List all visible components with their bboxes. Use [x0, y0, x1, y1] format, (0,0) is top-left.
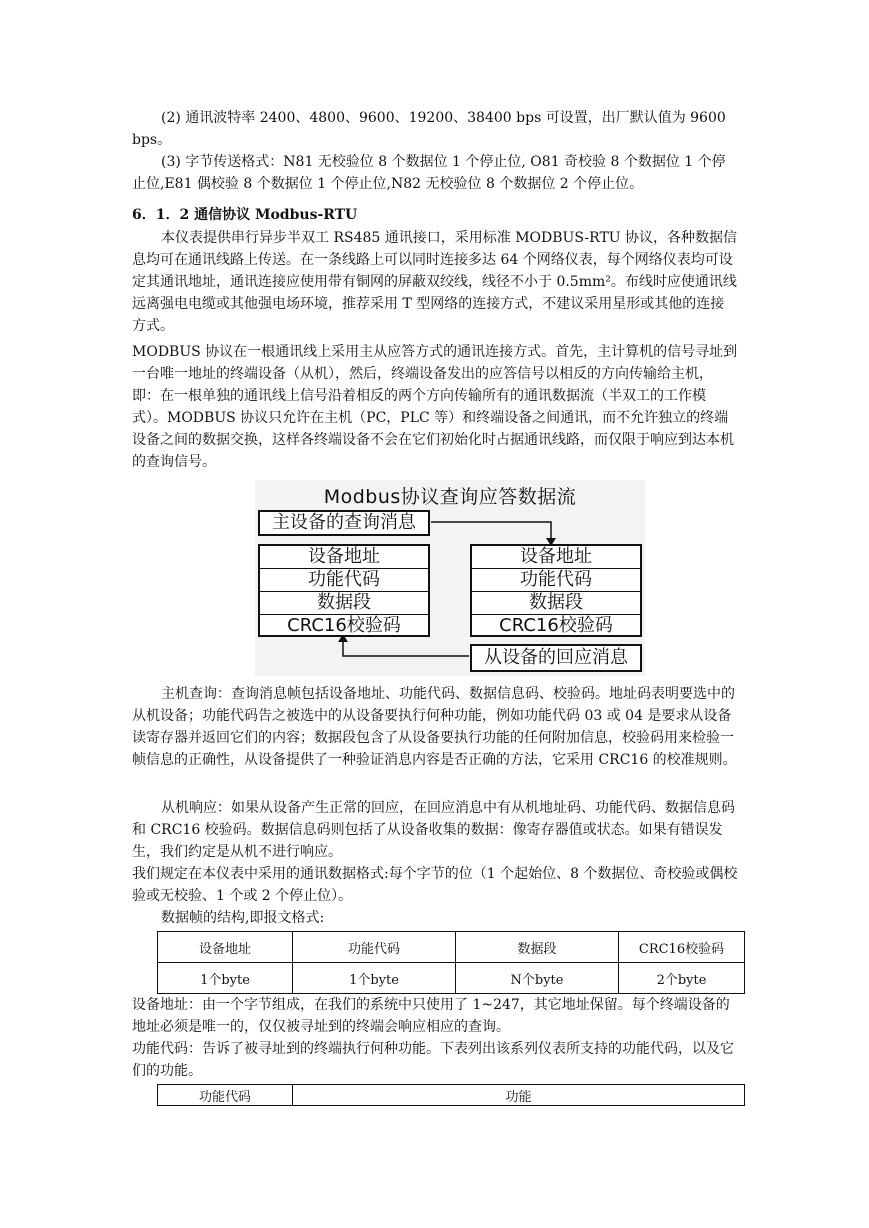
- slave-response-paragraph: 从机响应：如果从设备产生正常的回应，在回应消息中有从机地址码、功能代码、数据信息码和 CRC16 校验码。数据信息码则包括了从设备收集的数据：像寄存器值或状态。如果有错误发生，我们约定是从机不进行响应。: [132, 800, 735, 860]
- slave-response-box: 从设备的回应消息: [470, 644, 642, 672]
- right-field-data: 数据段: [472, 592, 640, 615]
- table-header-row: [158, 932, 745, 963]
- frame-structure-label: 数据帧的结构,即报文格式:: [161, 910, 325, 926]
- right-frame-stack: [470, 544, 642, 637]
- data-format-paragraph: 我们规定在本仪表中采用的通讯数据格式:每个字节的位（1 个起始位、8 个数据位、奇校验或偶校验或无校验、1 个或 2 个停止位）。: [132, 866, 738, 904]
- modbus-flow-diagram: [255, 480, 645, 676]
- rs485-paragraph: 本仪表提供串行异步半双工 RS485 通讯接口，采用标准 MODBUS-RTU 协议，各种数据信息均可在通讯线路上传送。在一条线路上可以同时连接多达 64 个网络仪表，每个网络仪表均可设定其通讯地址，通讯连接应使用带有铜网的屏蔽双绞线，线径不小于 0.5mm²。布线时应使通讯线远离强电电缆或其他强电场环境，推荐采用 T 型网络的连接方式，不建议采用星形或其他的连接方式。: [132, 230, 738, 334]
- frame-structure-table: [157, 931, 745, 994]
- left-field-address: 设备地址: [260, 546, 428, 569]
- right-field-function: 功能代码: [472, 569, 640, 592]
- table-row: [158, 963, 745, 994]
- right-field-crc: CRC16校验码: [499, 615, 613, 636]
- table-cell: 2个byte: [619, 963, 745, 994]
- byte-format-paragraph: (3) 字节传送格式：N81 无校验位 8 个数据位 1 个停止位, O81 奇校验 8 个数据位 1 个停止位,E81 偶校验 8 个数据位 1 个停止位,N82 无校验位 8 个数据位 2 个停止位。: [132, 154, 726, 192]
- right-field-address: 设备地址: [472, 546, 640, 569]
- response-arrow-line: [343, 640, 469, 656]
- table-header-cell: 功能代码: [158, 1085, 293, 1106]
- table-header-cell: 数据段: [456, 932, 619, 963]
- table-header-row: [158, 1085, 745, 1106]
- query-arrow-line: [431, 522, 551, 540]
- master-query-box: 主设备的查询消息: [258, 510, 430, 536]
- master-query-paragraph: 主机查询：查询消息帧包括设备地址、功能代码、数据信息码、校验码。地址码表明要选中的从机设备；功能代码告之被选中的从设备要执行何种功能，例如功能代码 03 或 04 是要求从设备读寄存器并返回它们的内容；数据段包含了从设备要执行功能的任何附加信息，校验码用来检验一帧信息的正确性，从设备提供了一种验证消息内容是否正确的方法，它采用 CRC16 的校准规则。: [132, 686, 737, 768]
- table-header-cell: 功能代码: [293, 932, 456, 963]
- device-address-paragraph: 设备地址：由一个字节组成，在我们的系统中只使用了 1~247，其它地址保留。每个终端设备的地址必须是唯一的，仅仅被寻址到的终端会响应相应的查询。: [132, 997, 730, 1035]
- modbus-paragraph: MODBUS 协议在一根通讯线上采用主从应答方式的通讯连接方式。首先，主计算机的信号寻址到一台唯一地址的终端设备（从机），然后，终端设备发出的应答信号以相反的方向传输给主机，即：在一根单独的通讯线上信号沿着相反的两个方向传输所有的通讯数据流（半双工的工作模式）。MODBUS 协议只允许在主机（PC，PLC 等）和终端设备之间通讯，而不允许独立的终端设备之间的数据交换，这样各终端设备不会在它们初始化时占据通讯线路，而仅限于响应到达本机的查询信号。: [132, 344, 738, 470]
- baud-rate-paragraph: (2) 通讯波特率 2400、4800、9600、19200、38400 bps 可设置，出厂默认值为 9600 bps。: [132, 110, 726, 148]
- table-cell: 1个byte: [158, 963, 293, 994]
- function-code-table: [157, 1084, 745, 1106]
- table-header-cell: CRC16校验码: [619, 932, 745, 963]
- diagram-title: Modbus协议查询应答数据流: [323, 486, 577, 508]
- table-header-cell: 功能: [293, 1085, 745, 1106]
- table-header-cell: 设备地址: [158, 932, 293, 963]
- left-frame-stack: [258, 544, 430, 637]
- left-field-function: 功能代码: [260, 569, 428, 592]
- table-cell: 1个byte: [293, 963, 456, 994]
- left-field-crc: CRC16校验码: [287, 615, 401, 636]
- table-cell: N个byte: [456, 963, 619, 994]
- function-code-paragraph: 功能代码：告诉了被寻址到的终端执行何种功能。下表列出该系列仪表所支持的功能代码，以及它们的功能。: [132, 1041, 734, 1079]
- left-field-data: 数据段: [260, 592, 428, 615]
- section-heading: 6．1．2 通信协议 Modbus-RTU: [132, 207, 358, 223]
